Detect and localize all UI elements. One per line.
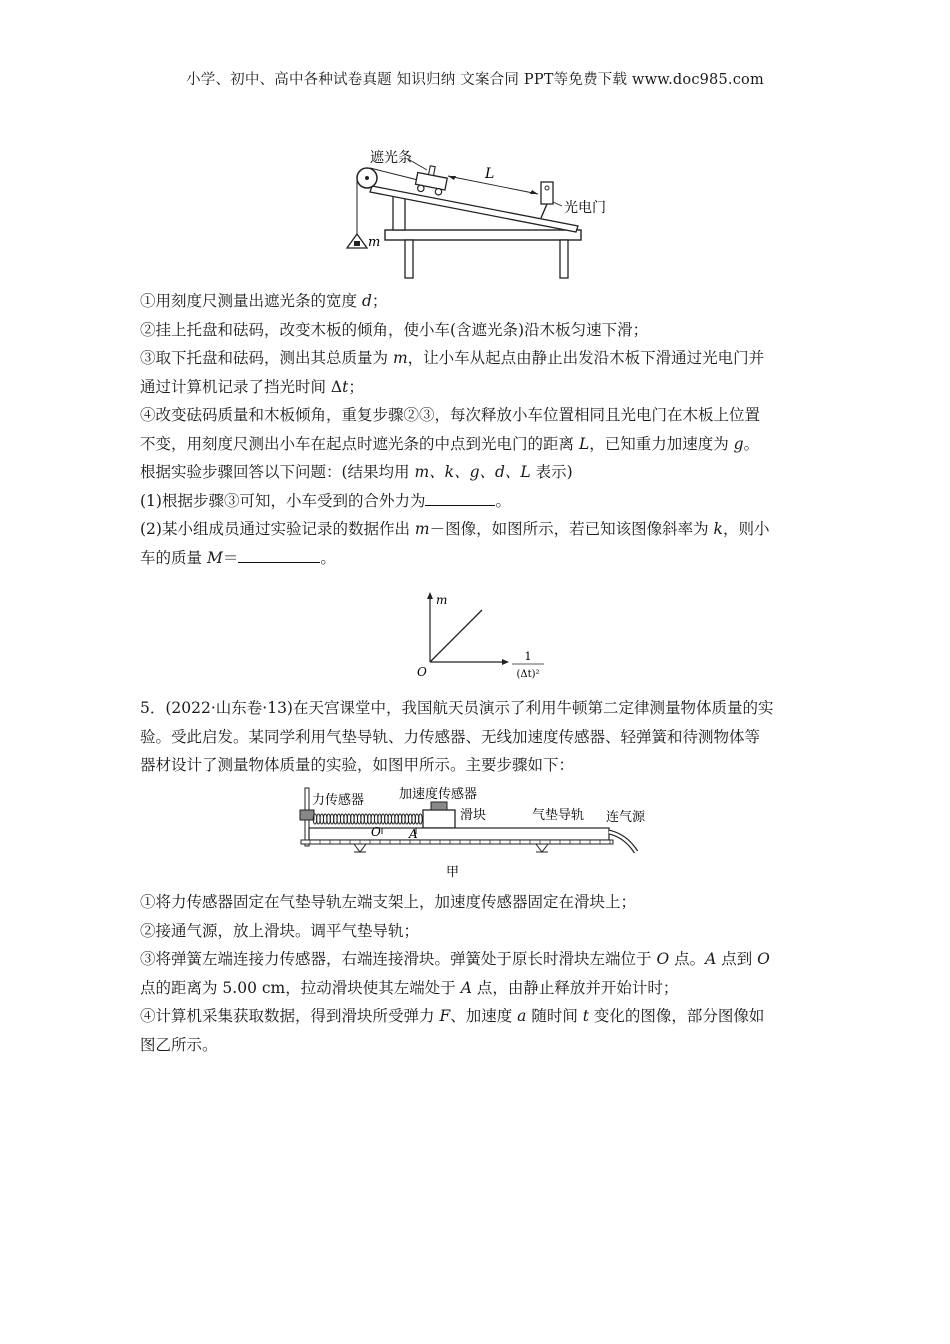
graph-origin: O [417,665,427,679]
figure-caption-jia: 甲 [446,865,460,880]
step5-3: ③将弹簧左端连接力传感器，右端连接滑块。弹簧处于原长时滑块左端位于 O 点。A 点到 O [140,950,770,968]
step5-4-cont: 图乙所示。 [140,1035,218,1054]
label-force-sensor: 力传感器 [312,793,365,808]
graph-y-label: m [436,593,448,607]
step-4: ④改变砝码质量和木板倾角，重复步骤②③，每次释放小车位置相同且光电门在木板上位置 [140,406,761,424]
step5-1: ①将力传感器固定在气垫导轨左端支架上，加速度传感器固定在滑块上； [140,893,637,911]
question-2-cont: 车的质量 M＝ 。 [140,544,812,573]
step-2: ②挂上托盘和砝码，改变木板的倾角，使小车(含遮光条)沿木板匀速下滑； [140,320,649,339]
graph-x-numerator: 1 [524,650,532,663]
graph-x-denominator: (Δt)² [516,669,540,680]
label-point-O: O [371,825,381,839]
answer-blank-2[interactable] [238,544,320,563]
page-header: 小学、初中、高中各种试卷真题 知识归纳 文案合同 PPT等免费下载 www.doc985.com [186,72,764,88]
incline-experiment-figure [330,148,606,280]
question-2: (2)某小组成员通过实验记录的数据作出 m－图像，如图所示，若已知该图像斜率为 k，则小 [140,520,770,538]
label-slider: 滑块 [460,808,487,823]
instruction: 根据实验步骤回答以下问题：(结果均用 m、k、g、d、L 表示) [140,463,573,481]
step-3-cont: 通过计算机记录了挡光时间 Δt； [140,377,364,396]
label-photogate: 光电门 [564,200,606,216]
question-1: (1)根据步骤③可知，小车受到的合外力为 。 [140,487,812,516]
label-air-track: 气垫导轨 [532,808,585,823]
step-4-cont: 不变，用刻度尺测出小车在起点时遮光条的中点到光电门的距离 L，已知重力加速度为 g。 [140,434,760,453]
step5-3-cont: 点的距离为 5.00 cm，拉动滑块使其左端处于 A 点，由静止释放并开始计时； [140,978,679,997]
label-distance-L: L [485,166,495,182]
answer-blank-1[interactable] [425,487,495,506]
step-1: ①用刻度尺测量出遮光条的宽度 d； [140,292,388,310]
step5-4: ④计算机采集获取数据，得到滑块所受弹力 F、加速度 a 随时间 t 变化的图像，部分图像如 [140,1007,765,1025]
label-mass-m: m [368,235,381,250]
label-accel-sensor: 加速度传感器 [399,787,478,802]
problem-5-line-1: 5．(2022·山东卷·13)在天宫课堂中，我国航天员演示了利用牛顿第二定律测量物体质量的实 [140,699,774,717]
problem-5-line-2: 验。受此启发。某同学利用气垫导轨、力传感器、无线加速度传感器、轻弹簧和待测物体等 [140,727,761,746]
label-point-A: A [409,827,418,841]
step5-2: ②接通气源，放上滑块。调平气垫导轨； [140,921,420,940]
problem-5-line-3: 器材设计了测量物体质量的实验，如图甲所示。主要步骤如下： [140,756,575,774]
label-air-source: 连气源 [606,810,646,825]
air-track-figure [296,784,656,882]
label-shading-strip: 遮光条 [370,150,412,166]
step-3: ③取下托盘和砝码，测出其总质量为 m，让小车从起点由静止出发沿木板下滑通过光电门并 [140,349,765,367]
m-vs-inverse-dt-squared-graph [412,590,552,684]
